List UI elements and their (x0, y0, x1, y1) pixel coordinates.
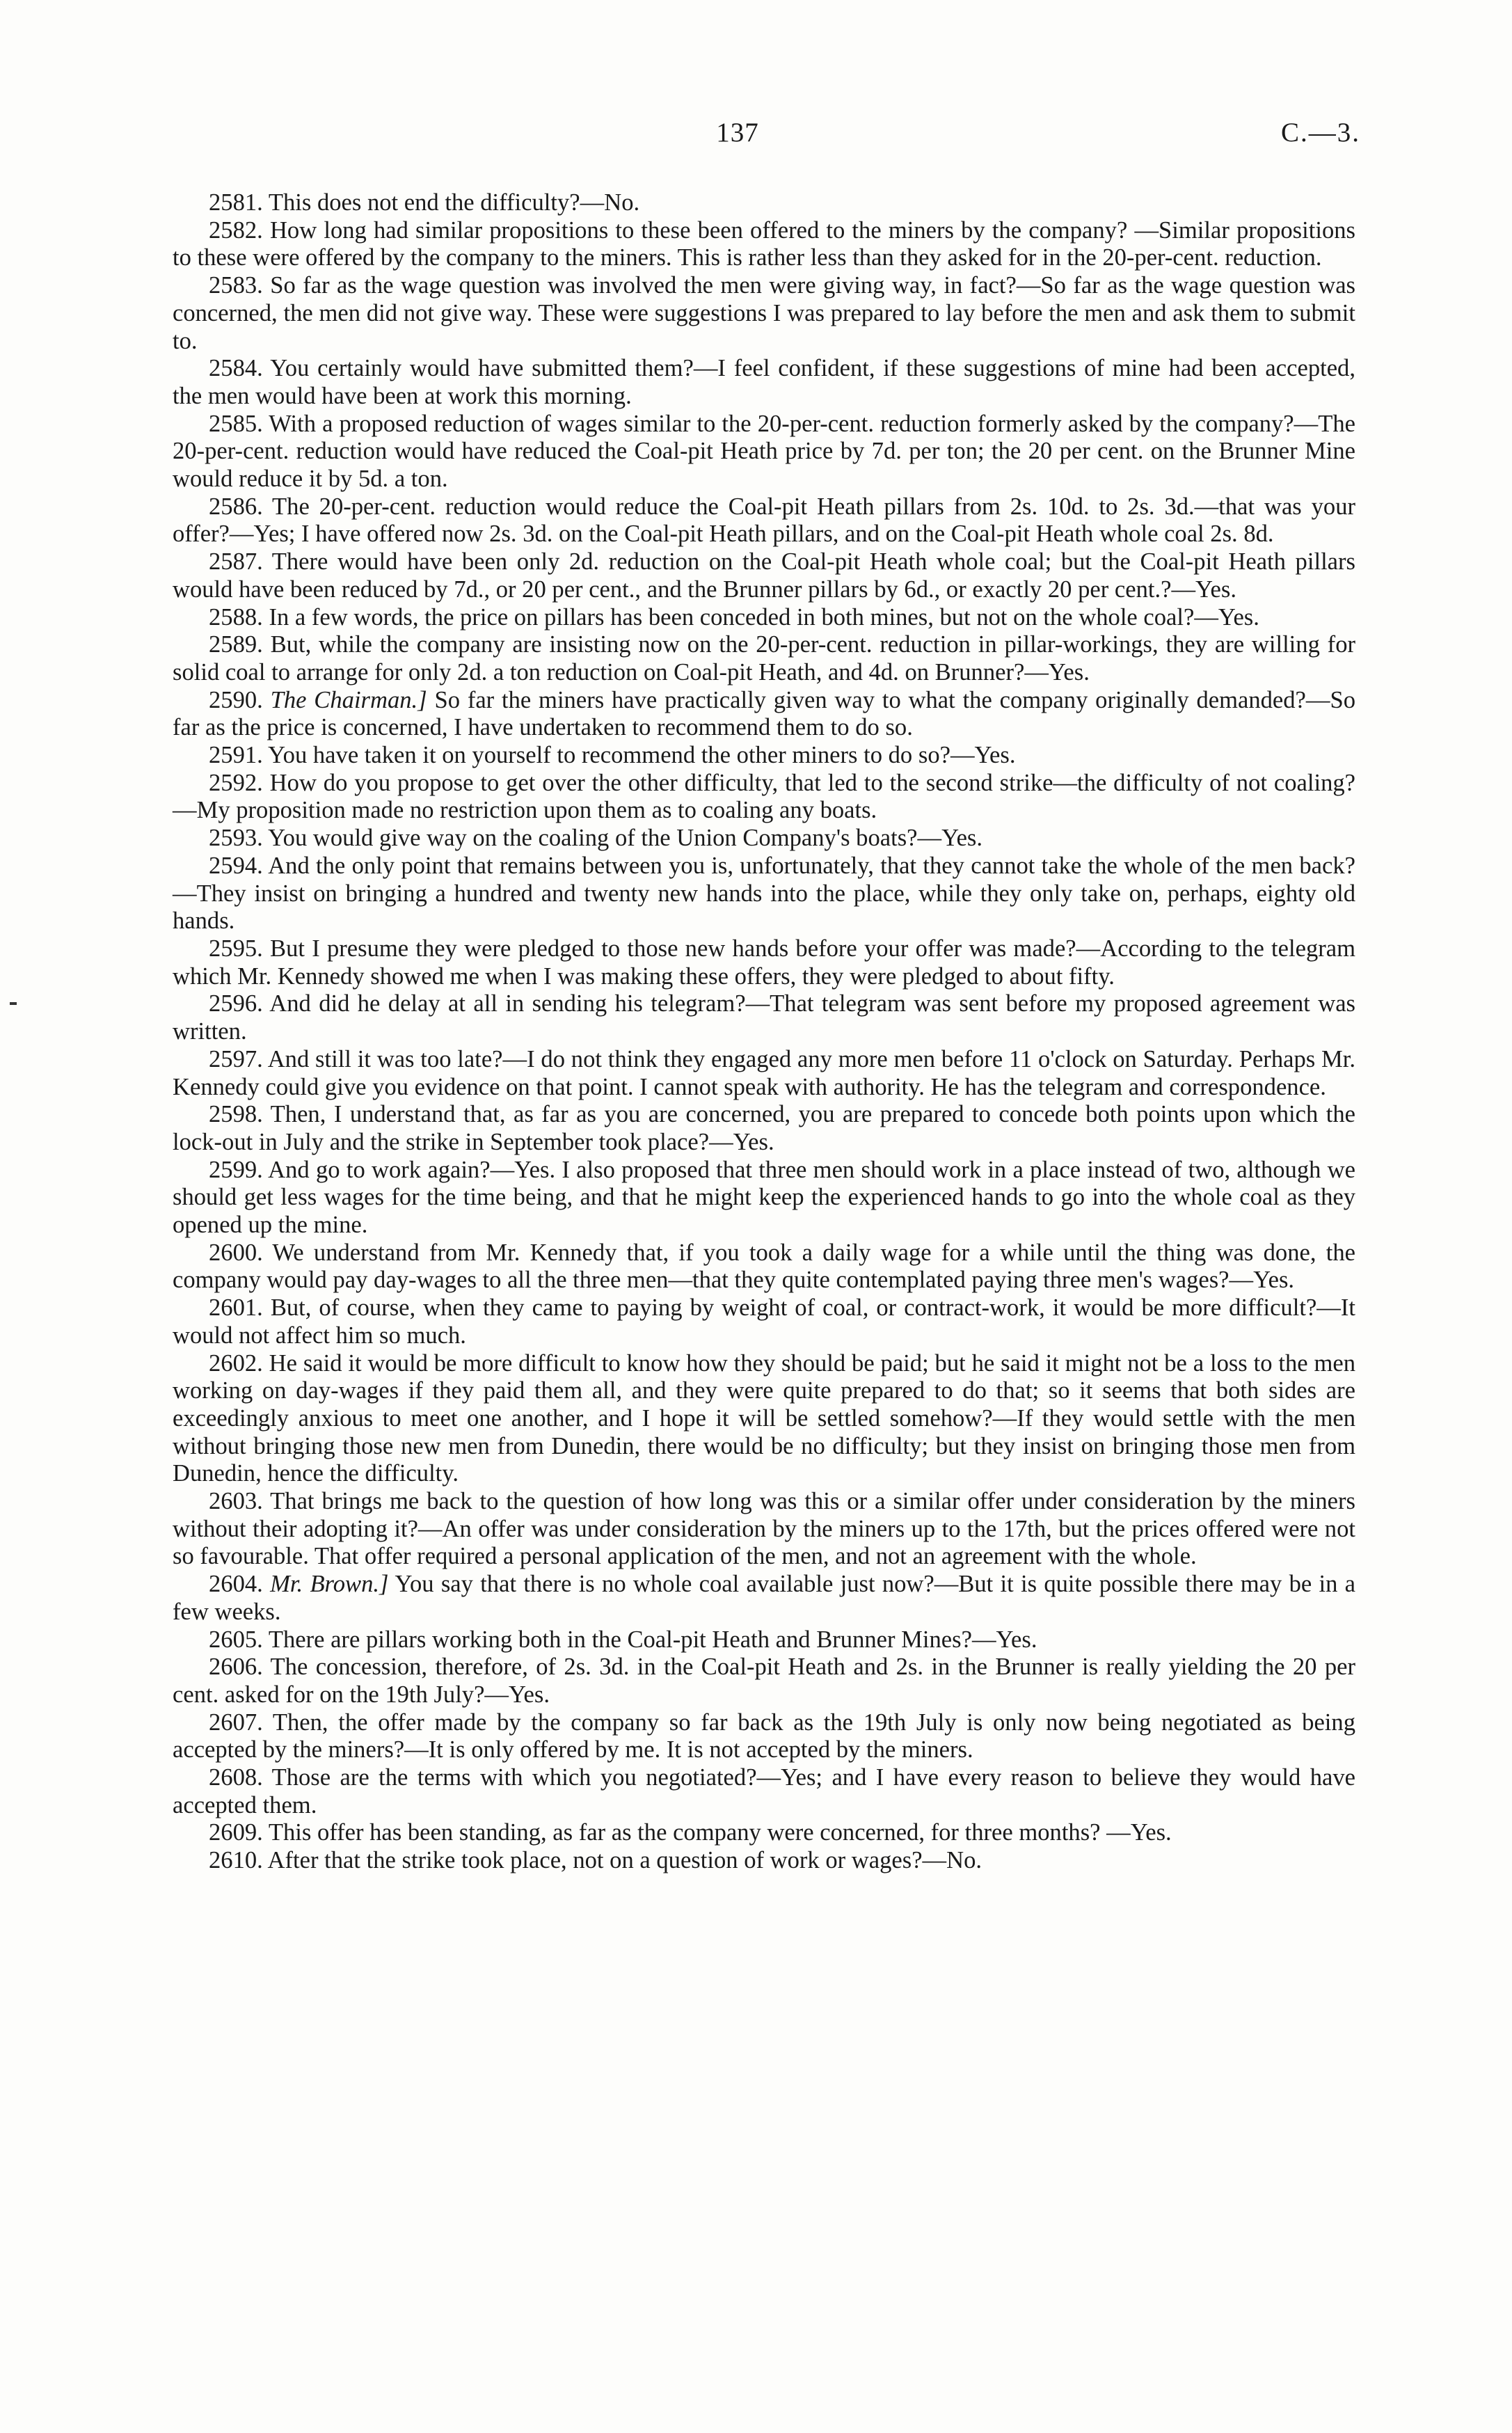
page-number: 137 (716, 118, 759, 148)
paragraph-text: So far the miners have practically given way to what the company originally demanded?—So far as the price is concerned, I have undertaken to recommend them to do so. (173, 686, 1355, 741)
speaker-label: The Chairman.] (270, 686, 427, 713)
document-reference: C.—3. (1280, 118, 1360, 148)
paragraph-2590 (173, 687, 1355, 742)
paragraph-2601: 2601. But, of course, when they came to paying by weight of coal, or contract-work, it would be more difficult?—It would not affect him so much. (173, 1294, 1355, 1349)
paragraph-2600: 2600. We understand from Mr. Kennedy that, if you took a daily wage for a while until the thing was done, the company would pay day-wages to all the three men—that they quite contemplated paying three men's wages?—Yes. (173, 1239, 1355, 1294)
paragraph-2589: 2589. But, while the company are insisting now on the 20-per-cent. reduction in pillar-workings, they are willing for solid coal to arrange for only 2d. a ton reduction on Coal-pit Heath, and 4d. on Brunner?—Yes. (173, 631, 1355, 685)
paragraph-number: 2604. (209, 1571, 263, 1598)
paragraph-2583: 2583. So far as the wage question was involved the men were giving way, in fact?—So far as the wage question was concerned, the men did not give way. These were suggestions I was prepared to lay before the men and ask them to submit to. (173, 272, 1355, 354)
paragraph-2584: 2584. You certainly would have submitted them?—I feel confident, if these suggestions of mine had been accepted, the men would have been at work this morning. (173, 355, 1355, 409)
paragraph-2586: 2586. The 20-per-cent. reduction would reduce the Coal-pit Heath pillars from 2s. 10d. to 2s. 3d.—that was your offer?—Yes; I have offered now 2s. 3d. on the Coal-pit Heath pillars, and on the Coal-pit Heath whole coal 2s. 8d. (173, 493, 1355, 548)
paragraph-text: You say that there is no whole coal available just now?—But it is quite possible there may be in a few weeks. (173, 1571, 1355, 1625)
margin-mark (10, 1002, 17, 1005)
paragraph-2581: 2581. This does not end the difficulty?—No. (209, 189, 640, 216)
paragraph-2597: 2597. And still it was too late?—I do not think they engaged any more men before 11 o'clock on Saturday. Perhaps Mr. Kennedy could give you evidence on that point. I cannot speak with authority. He has the telegram and correspondence. (173, 1045, 1355, 1100)
paragraph-2585: 2585. With a proposed reduction of wages similar to the 20-per-cent. reduction formerly asked by the company?—The 20-per-cent. reduction would have reduced the Coal-pit Heath price by 7d. per ton; the 20 per cent. on the Brunner Mine would reduce it by 5d. a ton. (173, 410, 1355, 493)
paragraph-2592: 2592. How do you propose to get over the other difficulty, that led to the second strike—the difficulty of not coaling?—My proposition made no restriction upon them as to coaling any boats. (173, 769, 1355, 824)
paragraph-2588: 2588. In a few words, the price on pillars has been conceded in both mines, but not on the whole coal?—Yes. (209, 603, 1259, 631)
paragraph-2605: 2605. There are pillars working both in the Coal-pit Heath and Brunner Mines?—Yes. (209, 1626, 1037, 1653)
speaker-label: Mr. Brown.] (270, 1571, 389, 1598)
paragraph-2587: 2587. There would have been only 2d. reduction on the Coal-pit Heath whole coal; but the Coal-pit Heath pillars would have been reduced by 7d., or 20 per cent., and the Brunner pillars by 6d., or exactly 20 per cent.?—Yes. (173, 548, 1355, 603)
paragraph-2595: 2595. But I presume they were pledged to those new hands before your offer was made?—According to the telegram which Mr. Kennedy showed me when I was making these offers, they were pledged to about fifty. (173, 935, 1355, 990)
paragraph-2598: 2598. Then, I understand that, as far as you are concerned, you are prepared to concede both points upon which the lock-out in July and the strike in September took place?—Yes. (173, 1101, 1355, 1155)
paragraph-2593: 2593. You would give way on the coaling of the Union Company's boats?—Yes. (209, 825, 983, 852)
paragraph-2604 (173, 1571, 1355, 1626)
paragraph-2607: 2607. Then, the offer made by the company so far back as the 19th July is only now being negotiated as being accepted by the miners?—It is only offered by me. It is not accepted by the miners. (173, 1709, 1355, 1764)
paragraph-2594: 2594. And the only point that remains between you is, unfortunately, that they cannot take the whole of the men back?—They insist on bringing a hundred and twenty new hands into the place, while they only take on, perhaps, eighty old hands. (173, 852, 1355, 935)
paragraph-2582: 2582. How long had similar propositions to these been offered to the miners by the company? —Similar propositions to these were offered by the company to the miners. This is rather less than they asked for in the 20-per-cent. reduction. (173, 216, 1355, 271)
page-header (0, 117, 1512, 159)
paragraph-2606: 2606. The concession, therefore, of 2s. 3d. in the Coal-pit Heath and 2s. in the Brunner is really yielding the 20 per cent. asked for on the 19th July?—Yes. (173, 1654, 1355, 1708)
paragraph-2591: 2591. You have taken it on yourself to recommend the other miners to do so?—Yes. (209, 742, 1016, 769)
paragraph-2603: 2603. That brings me back to the question of how long was this or a similar offer under consideration by the miners without their adopting it?—An offer was under consideration by the miners up to the 17th, but the prices offered were not so favourable. That offer required a personal application of the men, and not an agreement with the whole. (173, 1488, 1355, 1570)
paragraph-2608: 2608. Those are the terms with which you negotiated?—Yes; and I have every reason to believe they would have accepted them. (173, 1764, 1355, 1818)
paragraph-2599: 2599. And go to work again?—Yes. I also proposed that three men should work in a place instead of two, although we should get less wages for the time being, and that he might keep the experienced hands to go into the whole coal as they opened up the mine. (173, 1156, 1355, 1239)
paragraph-2602: 2602. He said it would be more difficult to know how they should be paid; but he said it might not be a loss to the men working on day-wages if they paid them all, and they were quite prepared to do that; so it seems that both sides are exceedingly anxious to meet one another, and I hope it will be settled somehow?—If they would settle with the men without bringing those new men from Dunedin, there would be no difficulty; but they insist on bringing those men from Dunedin, hence the difficulty. (173, 1349, 1355, 1487)
paragraph-2596: 2596. And did he delay at all in sending his telegram?—That telegram was sent before my proposed agreement was written. (173, 990, 1355, 1045)
paragraph-2610: 2610. After that the strike took place, not on a question of work or wages?—No. (209, 1847, 982, 1874)
testimony-body (173, 189, 1355, 1875)
paragraph-2609: 2609. This offer has been standing, as far as the company were concerned, for three months? —Yes. (209, 1819, 1172, 1846)
paragraph-number: 2590. (209, 686, 263, 713)
